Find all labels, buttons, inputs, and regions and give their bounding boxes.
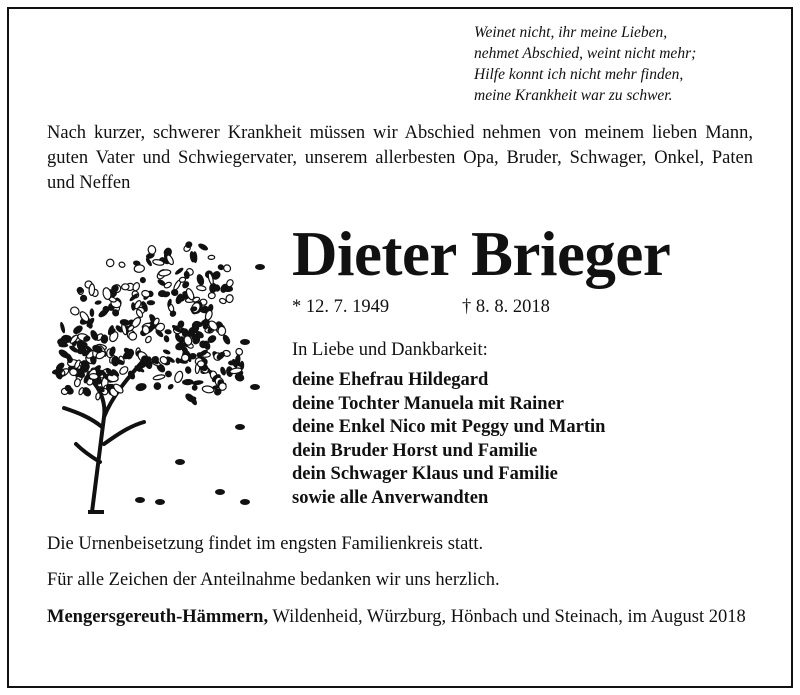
leaf [59, 321, 66, 333]
leaf [163, 335, 170, 343]
leaf [134, 264, 145, 272]
leaf [94, 300, 102, 305]
poem-line: meine Krankheit war zu schwer. [474, 87, 673, 104]
leaf [164, 329, 172, 335]
leaf [218, 326, 226, 335]
leaf [139, 277, 146, 284]
leaf [95, 392, 100, 400]
leaf [105, 258, 115, 268]
leaf [144, 335, 152, 343]
leaf [189, 353, 196, 359]
leaf [135, 382, 148, 392]
leaf [182, 354, 189, 361]
leaf [153, 374, 165, 381]
leaf [118, 365, 129, 376]
deceased-name: Dieter Brieger [292, 219, 671, 289]
leaf [74, 378, 81, 387]
leaf [128, 332, 137, 341]
leaf [202, 385, 214, 393]
windblown-tree-icon [30, 212, 275, 517]
leaf [89, 373, 98, 379]
poem-line: Weinet nicht, ihr meine Lieben, [474, 24, 668, 41]
leaf [147, 300, 155, 305]
leaf [235, 424, 245, 430]
leaf [158, 269, 171, 277]
leaf [135, 497, 145, 503]
leaf [195, 273, 205, 286]
poem-line: Hilfe konnt ich nicht mehr finden, [474, 66, 684, 83]
leaf [175, 459, 185, 465]
leaf [208, 255, 215, 259]
leaf [89, 284, 95, 296]
leaf [182, 379, 194, 386]
family-list [292, 369, 605, 510]
leaf [255, 264, 265, 270]
family-member: dein Schwager Klaus und Familie [292, 464, 558, 484]
leaf [69, 306, 80, 317]
place-rest: Wildenheid, Würzburg, Hönbach und Steinach, im August 2018 [268, 607, 746, 627]
leaf [155, 499, 165, 505]
leaf [153, 381, 163, 391]
poem [474, 22, 774, 106]
place-date [47, 606, 753, 628]
family-member: dein Bruder Horst und Familie [292, 440, 538, 461]
poem-line: nehmet Abschied, weint nicht mehr; [474, 45, 697, 62]
leaf [162, 348, 171, 355]
leaf [118, 261, 125, 268]
leaf [208, 292, 215, 299]
place-bold: Mengersgereuth-Hämmern, [47, 607, 269, 627]
birth-date: * 12. 7. 1949 [292, 297, 390, 317]
leaf [191, 384, 198, 391]
family-member: sowie alle Anverwandten [292, 487, 489, 508]
urn-notice: Die Urnenbeisetzung findet im engsten Familienkreis statt. [47, 534, 484, 554]
leaf [167, 383, 175, 391]
death-date: † 8. 8. 2018 [462, 297, 550, 317]
leaf [184, 366, 192, 375]
leaf [240, 499, 250, 505]
leaf [196, 285, 206, 291]
intro-text: Nach kurzer, schwerer Krankheit müssen wir Abschied nehmen von meinem lieben Mann, guten Vater und Schwiegervater, unserem allerbesten Opa, Bruder, Schwager, Onkel, Paten und Neffen [47, 123, 753, 193]
leaf [219, 366, 227, 376]
leaf [164, 369, 173, 378]
leaf [119, 318, 130, 326]
leaf [174, 267, 185, 276]
leaf [235, 347, 244, 356]
leaf [102, 287, 112, 300]
leaf [121, 284, 129, 290]
love-line: In Liebe und Dankbarkeit: [292, 340, 488, 360]
leaf [132, 282, 141, 292]
leaf [175, 357, 181, 364]
leaf [192, 380, 204, 386]
leaf [250, 384, 260, 390]
leaf [240, 339, 250, 345]
leaf [197, 242, 209, 252]
leaf [197, 361, 204, 367]
family-member: deine Tochter Manuela mit Rainer [292, 393, 565, 414]
family-member: deine Enkel Nico mit Peggy und Martin [292, 417, 606, 437]
thanks-text: Für alle Zeichen der Anteilnahme bedanken wir uns herzlich. [47, 570, 500, 590]
family-member: deine Ehefrau Hildegard [292, 370, 489, 390]
leaf [89, 308, 94, 317]
leaf [215, 489, 225, 495]
